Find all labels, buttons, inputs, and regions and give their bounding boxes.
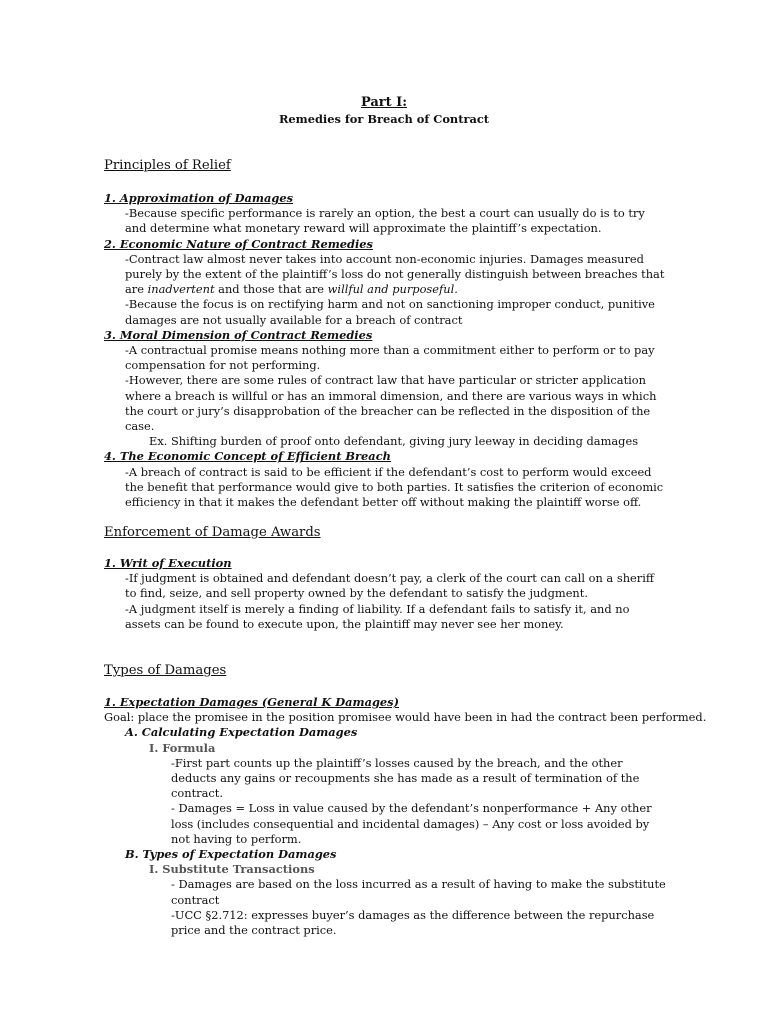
section-heading-enforcement: Enforcement of Damage Awards [104,525,321,540]
subheading-substitute-transactions: I. Substitute Transactions [149,862,315,877]
part-title: Part I: [360,95,408,110]
topic-efficient-breach: 4. The Economic Concept of Efficient Breach [104,449,391,464]
topic-economic-nature: 2. Economic Nature of Contract Remedies [104,236,373,251]
bullet-text: -UCC §2.712: expresses buyer’s damages as the difference between the repurchase price and the contract price. [171,907,655,938]
topic-approximation-of-damages: 1. Approximation of Damages [104,191,293,205]
principles-section [0,191,768,510]
bullet-text: -However, there are some rules of contract law that have particular or stricter application where a breach is willful or has an immoral dimension, and there are various ways in which the court or jury’s disapprobation of the breacher can be reflected in the disposition of the case. [125,373,657,434]
goal-text: Goal: place the promisee in the position promisee would have been in had the contract been performed. [104,710,707,725]
bullet-text: - Damages are based on the loss incurred as a result of having to make the substitute contract [171,877,666,907]
subheading-formula: I. Formula [149,740,216,755]
subheading-calculating: A. Calculating Expectation Damages [125,725,358,740]
topic-writ-of-execution: 1. Writ of Execution [104,556,232,570]
bullet-text: -Because the focus is on rectifying harm and not on sanctioning improper conduct, punitive damages are not usually available for a breach of contract [125,297,655,327]
section-heading-principles: Principles of Relief [104,158,231,173]
section-heading-types: Types of Damages [104,663,227,678]
bullet-text: -A breach of contract is said to be efficient if the defendant’s cost to perform would exceed the benefit that performance would give to both parties. It satisfies the criterion of economic efficiency in that it makes the defendant better off without making the plaintiff worse off. [125,464,664,510]
emphasis-inadvertent: inadvertent [147,282,215,297]
bullet-text: -A judgment itself is merely a finding of liability. If a defendant fails to satisfy it, and no assets can be found to execute upon, the plaintiff may never see her money. [125,601,630,631]
topic-expectation-damages: 1. Expectation Damages (General K Damages) [104,695,399,709]
bullet-text-part: and those that are [214,282,328,297]
part-subtitle: Remedies for Breach of Contract [278,112,490,126]
emphasis-willful: willful and purposeful. [327,282,458,297]
subheading-types-of-expectation: B. Types of Expectation Damages [125,847,337,862]
types-section [0,695,768,938]
bullet-text: -First part counts up the plaintiff’s losses caused by the breach, and the other deducts any gains or recoupments she has made as a result of termination of the contract. [171,755,640,801]
bullet-text: - Damages = Loss in value caused by the defendant’s nonperformance + Any other loss (includes consequential and incidental damages) – Any cost or loss avoided by not having to perform. [171,801,652,846]
topic-moral-dimension: 3. Moral Dimension of Contract Remedies [104,327,373,342]
enforcement-section [0,556,768,632]
example-text: Ex. Shifting burden of proof onto defendant, giving jury leeway in deciding damages [149,434,639,449]
bullet-text: -Because specific performance is rarely an option, the best a court can usually do is to try and determine what monetary reward will approximate the plaintiff’s expectation. [125,206,645,236]
bullet-text: -If judgment is obtained and defendant doesn’t pay, a clerk of the court can call on a sheriff to find, seize, and sell property owned by the defendant to satisfy the judgment. [125,571,654,601]
bullet-text [125,252,665,298]
bullet-text-part: -Contract law almost never takes into account non-economic injuries. Damages measured purely by the extent of the plaintiff’s loss do not generally distinguish between breaches that are [125,251,665,297]
bullet-text: -A contractual promise means nothing more than a commitment either to perform or to pay compensation for not performing. [125,343,655,373]
